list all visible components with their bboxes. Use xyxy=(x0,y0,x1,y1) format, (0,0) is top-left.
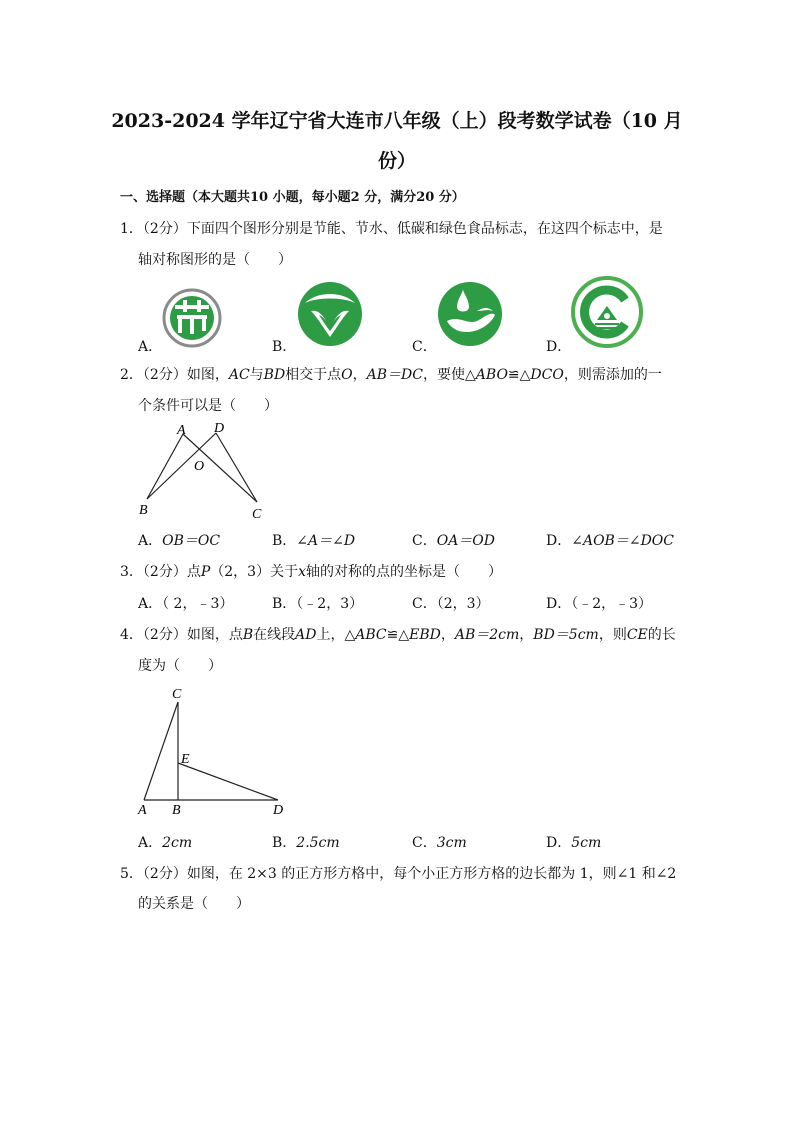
q4-option-a: A．2cm xyxy=(138,835,193,851)
energy-saving-logo-icon xyxy=(162,288,222,348)
q4-stem-line2: 度为（ ） xyxy=(138,658,222,674)
q1-stem-line2: 轴对称图形的是（ ） xyxy=(138,252,292,268)
q5-stem-line2: 的关系是（ ） xyxy=(138,896,250,912)
q1-option-c-label: C． xyxy=(412,339,437,355)
q4-option-d: D．5cm xyxy=(546,835,602,851)
water-saving-logo-icon xyxy=(297,281,363,347)
q4-option-b: B．2.5cm xyxy=(272,835,340,851)
q4-option-c: C．3cm xyxy=(412,835,467,851)
q4-label-e: E xyxy=(181,752,190,767)
q2-option-d: D．∠AOB＝∠DOC xyxy=(546,533,674,549)
q2-option-c: C．OA＝OD xyxy=(412,533,496,549)
q2-label-b: B xyxy=(139,503,148,518)
q4-stem-line1: 4．（2分）如图，点B在线段AD上，△ABC≌△EBD，AB＝2cm，BD＝5cm，则CE的长 xyxy=(120,627,676,643)
q1-stem-line1: 1．（2分）下面四个图形分别是节能、节水、低碳和绿色食品标志，在这四个标志中，是 xyxy=(120,221,663,237)
q2-label-a: A xyxy=(177,423,186,438)
q1-option-b-label: B． xyxy=(272,339,297,355)
q1-option-a-label: A． xyxy=(138,339,163,355)
q2-label-d: D xyxy=(214,421,225,436)
low-carbon-logo-icon xyxy=(437,281,503,347)
q2-crossing-triangles-figure xyxy=(130,415,280,525)
q4-label-a: A xyxy=(138,803,147,818)
q4-label-c: C xyxy=(172,687,182,702)
exam-title-line2: 份） xyxy=(377,150,416,172)
q4-label-b: B xyxy=(172,803,181,818)
exam-title-line1: 2023-2024 学年辽宁省大连市八年级（上）段考数学试卷（10 月 xyxy=(111,110,683,132)
q2-stem-line1: 2．（2分）如图，AC与BD相交于点O，AB＝DC，要使△ABO≌△DCO，则需添加的一 xyxy=(120,367,662,383)
q1-option-d-label: D． xyxy=(546,339,572,355)
q3-option-c: C．（2，3） xyxy=(412,596,490,612)
q2-stem-line2: 个条件可以是（ ） xyxy=(138,398,278,414)
q2-option-a: A．OB＝OC xyxy=(138,533,221,549)
q3-option-a: A．（ 2，﹣3） xyxy=(138,596,234,612)
q2-label-c: C xyxy=(252,507,262,522)
q2-label-o: O xyxy=(194,459,205,474)
q2-option-b: B．∠A＝∠D xyxy=(272,533,356,549)
q4-congruent-triangles-figure xyxy=(130,682,300,822)
q4-label-d: D xyxy=(273,803,284,818)
q3-option-b: B．（﹣2，3） xyxy=(272,596,364,612)
q5-stem-line1: 5．（2分）如图，在 2×3 的正方形方格中，每个小正方形方格的边长都为 1，则∠1 和∠2 xyxy=(120,866,677,882)
q3-option-d: D．（﹣2，﹣3） xyxy=(546,596,653,612)
green-food-logo-icon xyxy=(571,276,643,348)
q3-stem: 3．（2分）点P（2，3）关于x轴的对称的点的坐标是（ ） xyxy=(120,564,502,580)
section-heading: 一、选择题（本大题共10 小题，每小题2 分，满分20 分） xyxy=(120,190,465,205)
